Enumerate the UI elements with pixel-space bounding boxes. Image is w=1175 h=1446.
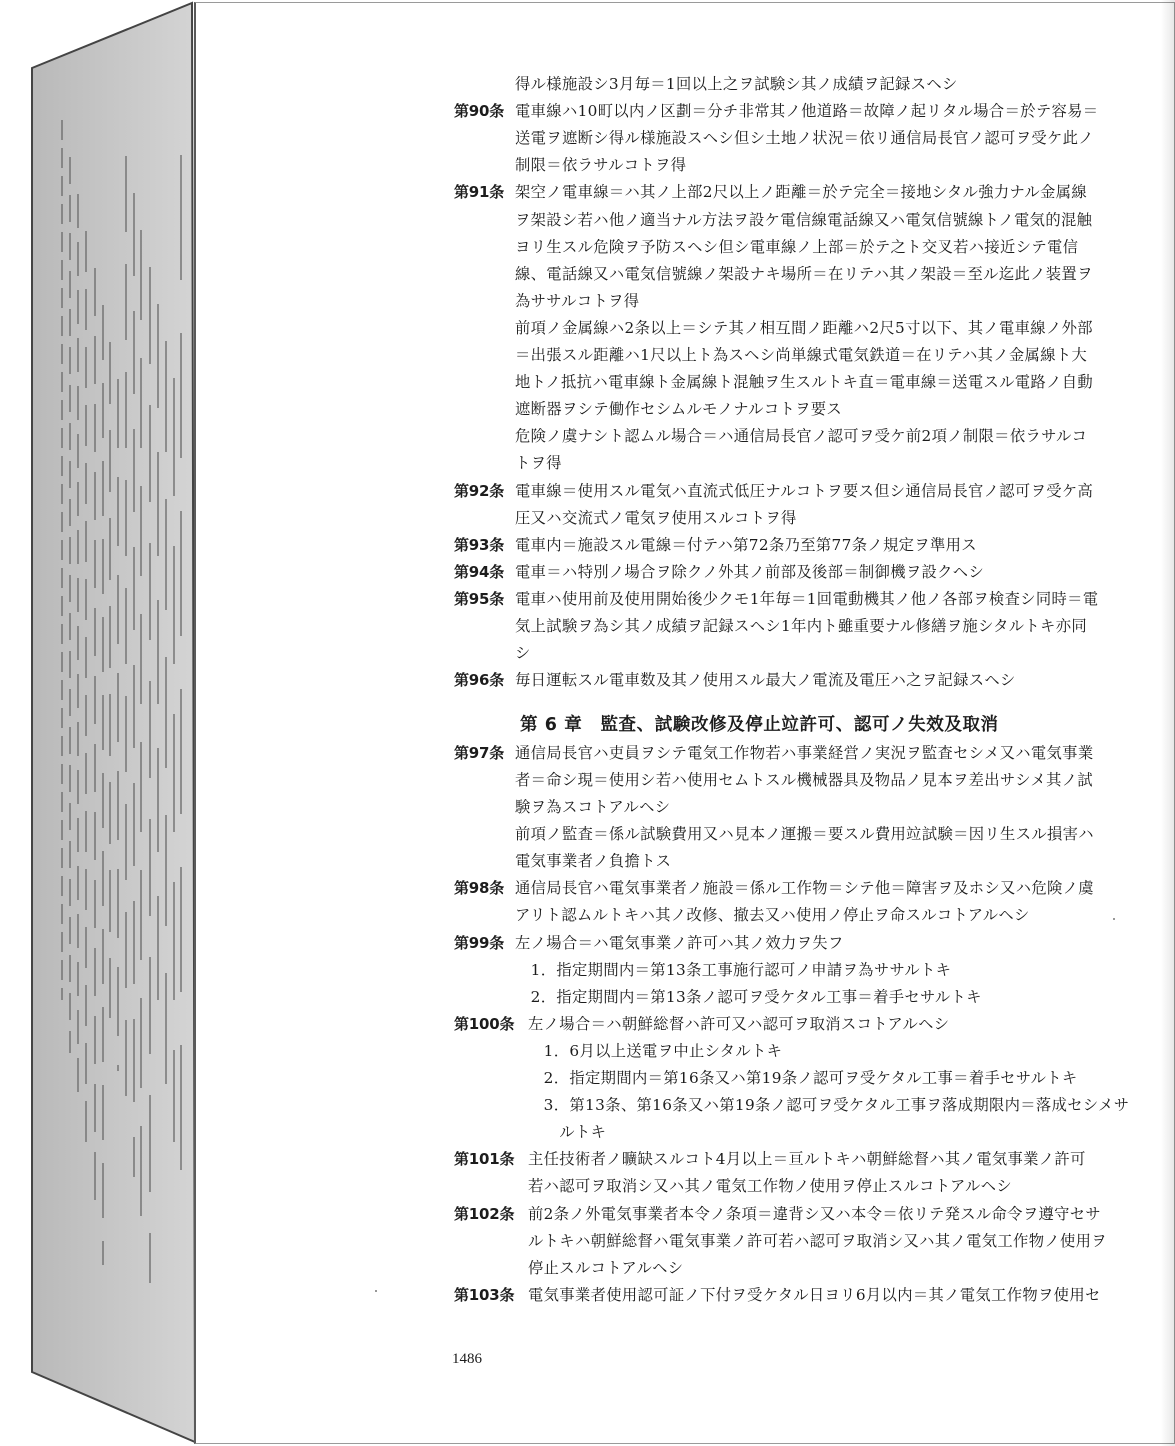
article-text-line: 電気事業者使用認可証ノ下付ヲ受ケタル日ヨリ6月以内＝其ノ電気工作物ヲ使用セ — [528, 1285, 1101, 1304]
article-text-line: ルトキ — [528, 1123, 607, 1142]
article-number: 第92条 — [454, 481, 505, 500]
article-text-line: ルトキハ朝鮮総督ハ電気事業ノ許可若ハ認可ヲ取消シ又ハ其ノ電気工作物ノ使用ヲ — [528, 1231, 1107, 1250]
article-number: 第98条 — [454, 879, 505, 898]
article-number: 第97条 — [454, 743, 505, 762]
article-text-line: ヲ架設シ若ハ他ノ適当ナル方法ヲ設ケ電信線電話線又ハ電気信號線トノ電気的混触 — [515, 210, 1093, 229]
page-number: 1486 — [452, 1351, 482, 1367]
article-text-line: アリト認ムルトキハ其ノ改修、撤去又ハ使用ノ停止ヲ命スルコトアルヘシ — [515, 906, 1030, 925]
article-text-line: 若ハ認可ヲ取消シ又ハ其ノ電気工作物ノ使用ヲ停止スルコトアルヘシ — [528, 1177, 1012, 1196]
article-number: 第100条 — [454, 1014, 515, 1033]
article-text-line: ヨリ生スル危険ヲ予防スヘシ但シ電車線ノ上部＝於テ之ト交叉若ハ接近シテ電信 — [515, 237, 1079, 256]
article-text-line: 3．第13条、第16条又ハ第19条ノ認可ヲ受ケタル工事ヲ落成期限内＝落成セシメサ — [528, 1096, 1130, 1115]
article-text-line: 左ノ場合＝ハ朝鮮総督ハ許可又ハ認可ヲ取消スコトアルヘシ — [528, 1014, 950, 1033]
article-text-line: 危険ノ虞ナシト認ムル場合＝ハ通信局長官ノ認可ヲ受ケ前2項ノ制限＝依ラサルコ — [515, 427, 1088, 446]
article-number: 第91条 — [454, 183, 505, 202]
article-text-line: トヲ得 — [515, 454, 562, 473]
article-text-line: 1．指定期間内＝第13条工事施行認可ノ申請ヲ為ササルトキ — [515, 960, 952, 979]
article-text-line: 電車内＝施設スル電線＝付テハ第72条乃至第77条ノ規定ヲ準用ス — [515, 535, 977, 554]
article-text-line: 験ヲ為スコトアルヘシ — [515, 798, 671, 816]
article-text-line: 得ル様施設シ3月毎＝1回以上之ヲ試験シ其ノ成績ヲ記録スヘシ — [515, 75, 958, 93]
article-number: 第102条 — [454, 1204, 515, 1223]
article-text-line: 気上試験ヲ為シ其ノ成績ヲ記録スヘシ1年内ト雖重要ナル修繕ヲ施シタルトキ亦同 — [515, 617, 1087, 635]
article-text-line: 2．指定期間内＝第16条又ハ第19条ノ認可ヲ受ケタル工事＝着手セサルトキ — [528, 1069, 1078, 1087]
article-number: 第93条 — [454, 535, 505, 554]
article-number: 第103条 — [454, 1285, 515, 1304]
article-text-line: 1．6月以上送電ヲ中止シタルトキ — [528, 1041, 783, 1060]
chapter-title: 第 6 章 監査、試験改修及停止竝許可、認可ノ失效及取消 — [520, 715, 999, 736]
article-number: 第95条 — [454, 589, 505, 608]
article-number: 第94条 — [454, 562, 505, 581]
article-text-line: 毎日運転スル電車数及其ノ使用スル最大ノ電流及電圧ハ之ヲ記録スヘシ — [515, 671, 1016, 690]
article-text-line: 地トノ抵抗ハ電車線ト金属線ト混触ヲ生スルトキ直＝電車線＝送電スル電路ノ自動 — [515, 373, 1094, 392]
article-text-line: ＝出張スル距離ハ1尺以上ト為スヘシ尚単線式電気鉄道＝在リテハ其ノ金属線ト大 — [515, 346, 1088, 364]
article-text-line: 電車＝ハ特別ノ場合ヲ除クノ外其ノ前部及後部＝制御機ヲ設クヘシ — [515, 562, 985, 581]
page-shadow — [1161, 0, 1175, 1446]
article-text-line: 為ササルコトヲ得 — [515, 291, 640, 310]
article-text-line: シ — [515, 644, 531, 663]
article-text-line: 線、電話線又ハ電気信號線ノ架設ナキ場所＝在リテハ其ノ架設＝至ル迄此ノ装置ヲ — [515, 264, 1093, 283]
article-text-line: 電車ハ使用前及使用開始後少クモ1年毎＝1回電動機其ノ他ノ各部ヲ検査シ同時＝電 — [515, 589, 1099, 608]
book-page-stack — [0, 0, 200, 1446]
article-text-line: 前項ノ監査＝係ル試験費用又ハ見本ノ運搬＝要スル費用竝試験＝因リ生スル損害ハ — [515, 825, 1094, 844]
article-text-line: 通信局長官ハ吏員ヲシテ電気工作物若ハ事業経営ノ実況ヲ監査セシメ又ハ電気事業 — [515, 743, 1094, 762]
scan-speck — [1113, 918, 1115, 920]
article-text-line: 電車線＝使用スル電気ハ直流式低圧ナルコトヲ要ス但シ通信局長官ノ認可ヲ受ケ高 — [515, 481, 1094, 500]
article-number: 第101条 — [454, 1150, 515, 1169]
article-text-line: 制限＝依ラサルコトヲ得 — [515, 156, 687, 175]
article-text-line: 遮断器ヲシテ働作セシムルモノナルコトヲ要ス — [515, 400, 843, 419]
article-text-line: 電車線ハ10町以内ノ区劃＝分チ非常其ノ他道路＝故障ノ起リタル場合＝於テ容易＝ — [515, 102, 1099, 121]
article-text-line: 左ノ場合＝ハ電気事業ノ許可ハ其ノ效力ヲ失フ — [515, 933, 844, 952]
article-text-line: 停止スルコトアルヘシ — [528, 1258, 684, 1277]
article-number: 第96条 — [454, 671, 505, 690]
scan-speck — [375, 1290, 377, 1292]
article-text-line: 送電ヲ遮断シ得ル様施設スヘシ但シ土地ノ状況＝依リ通信局長官ノ認可ヲ受ケ此ノ — [515, 129, 1094, 148]
article-text-line: 圧又ハ交流式ノ電気ヲ使用スルコトヲ得 — [515, 508, 797, 527]
article-text-line: 前2条ノ外電気事業者本令ノ条項＝違背シ又ハ本令＝依リテ発スル命令ヲ遵守セサ — [528, 1204, 1102, 1223]
article-text-line: 通信局長官ハ電気事業者ノ施設＝係ル工作物＝シテ他＝障害ヲ及ホシ又ハ危険ノ虞 — [515, 879, 1094, 898]
article-text-line: 主任技術者ノ曠缺スルコト4月以上＝亘ルトキハ朝鮮総督ハ其ノ電気事業ノ許可 — [528, 1150, 1086, 1169]
article-number: 第99条 — [454, 933, 505, 952]
article-text-line: 架空ノ電車線＝ハ其ノ上部2尺以上ノ距離＝於テ完全＝接地シタル強力ナル金属線 — [515, 183, 1087, 202]
article-text-line: 2．指定期間内＝第13条ノ認可ヲ受ケタル工事＝着手セサルトキ — [515, 987, 982, 1006]
article-text-line: 者＝命シ現＝使用シ若ハ使用セムトスル機械器具及物品ノ見本ヲ差出サシメ其ノ試 — [515, 770, 1094, 789]
article-text-line: 電気事業者ノ負擔トス — [515, 852, 672, 871]
article-number: 第90条 — [454, 102, 505, 121]
article-text-line: 前項ノ金属線ハ2条以上＝シテ其ノ相互間ノ距離ハ2尺5寸以下、其ノ電車線ノ外部 — [515, 318, 1093, 337]
